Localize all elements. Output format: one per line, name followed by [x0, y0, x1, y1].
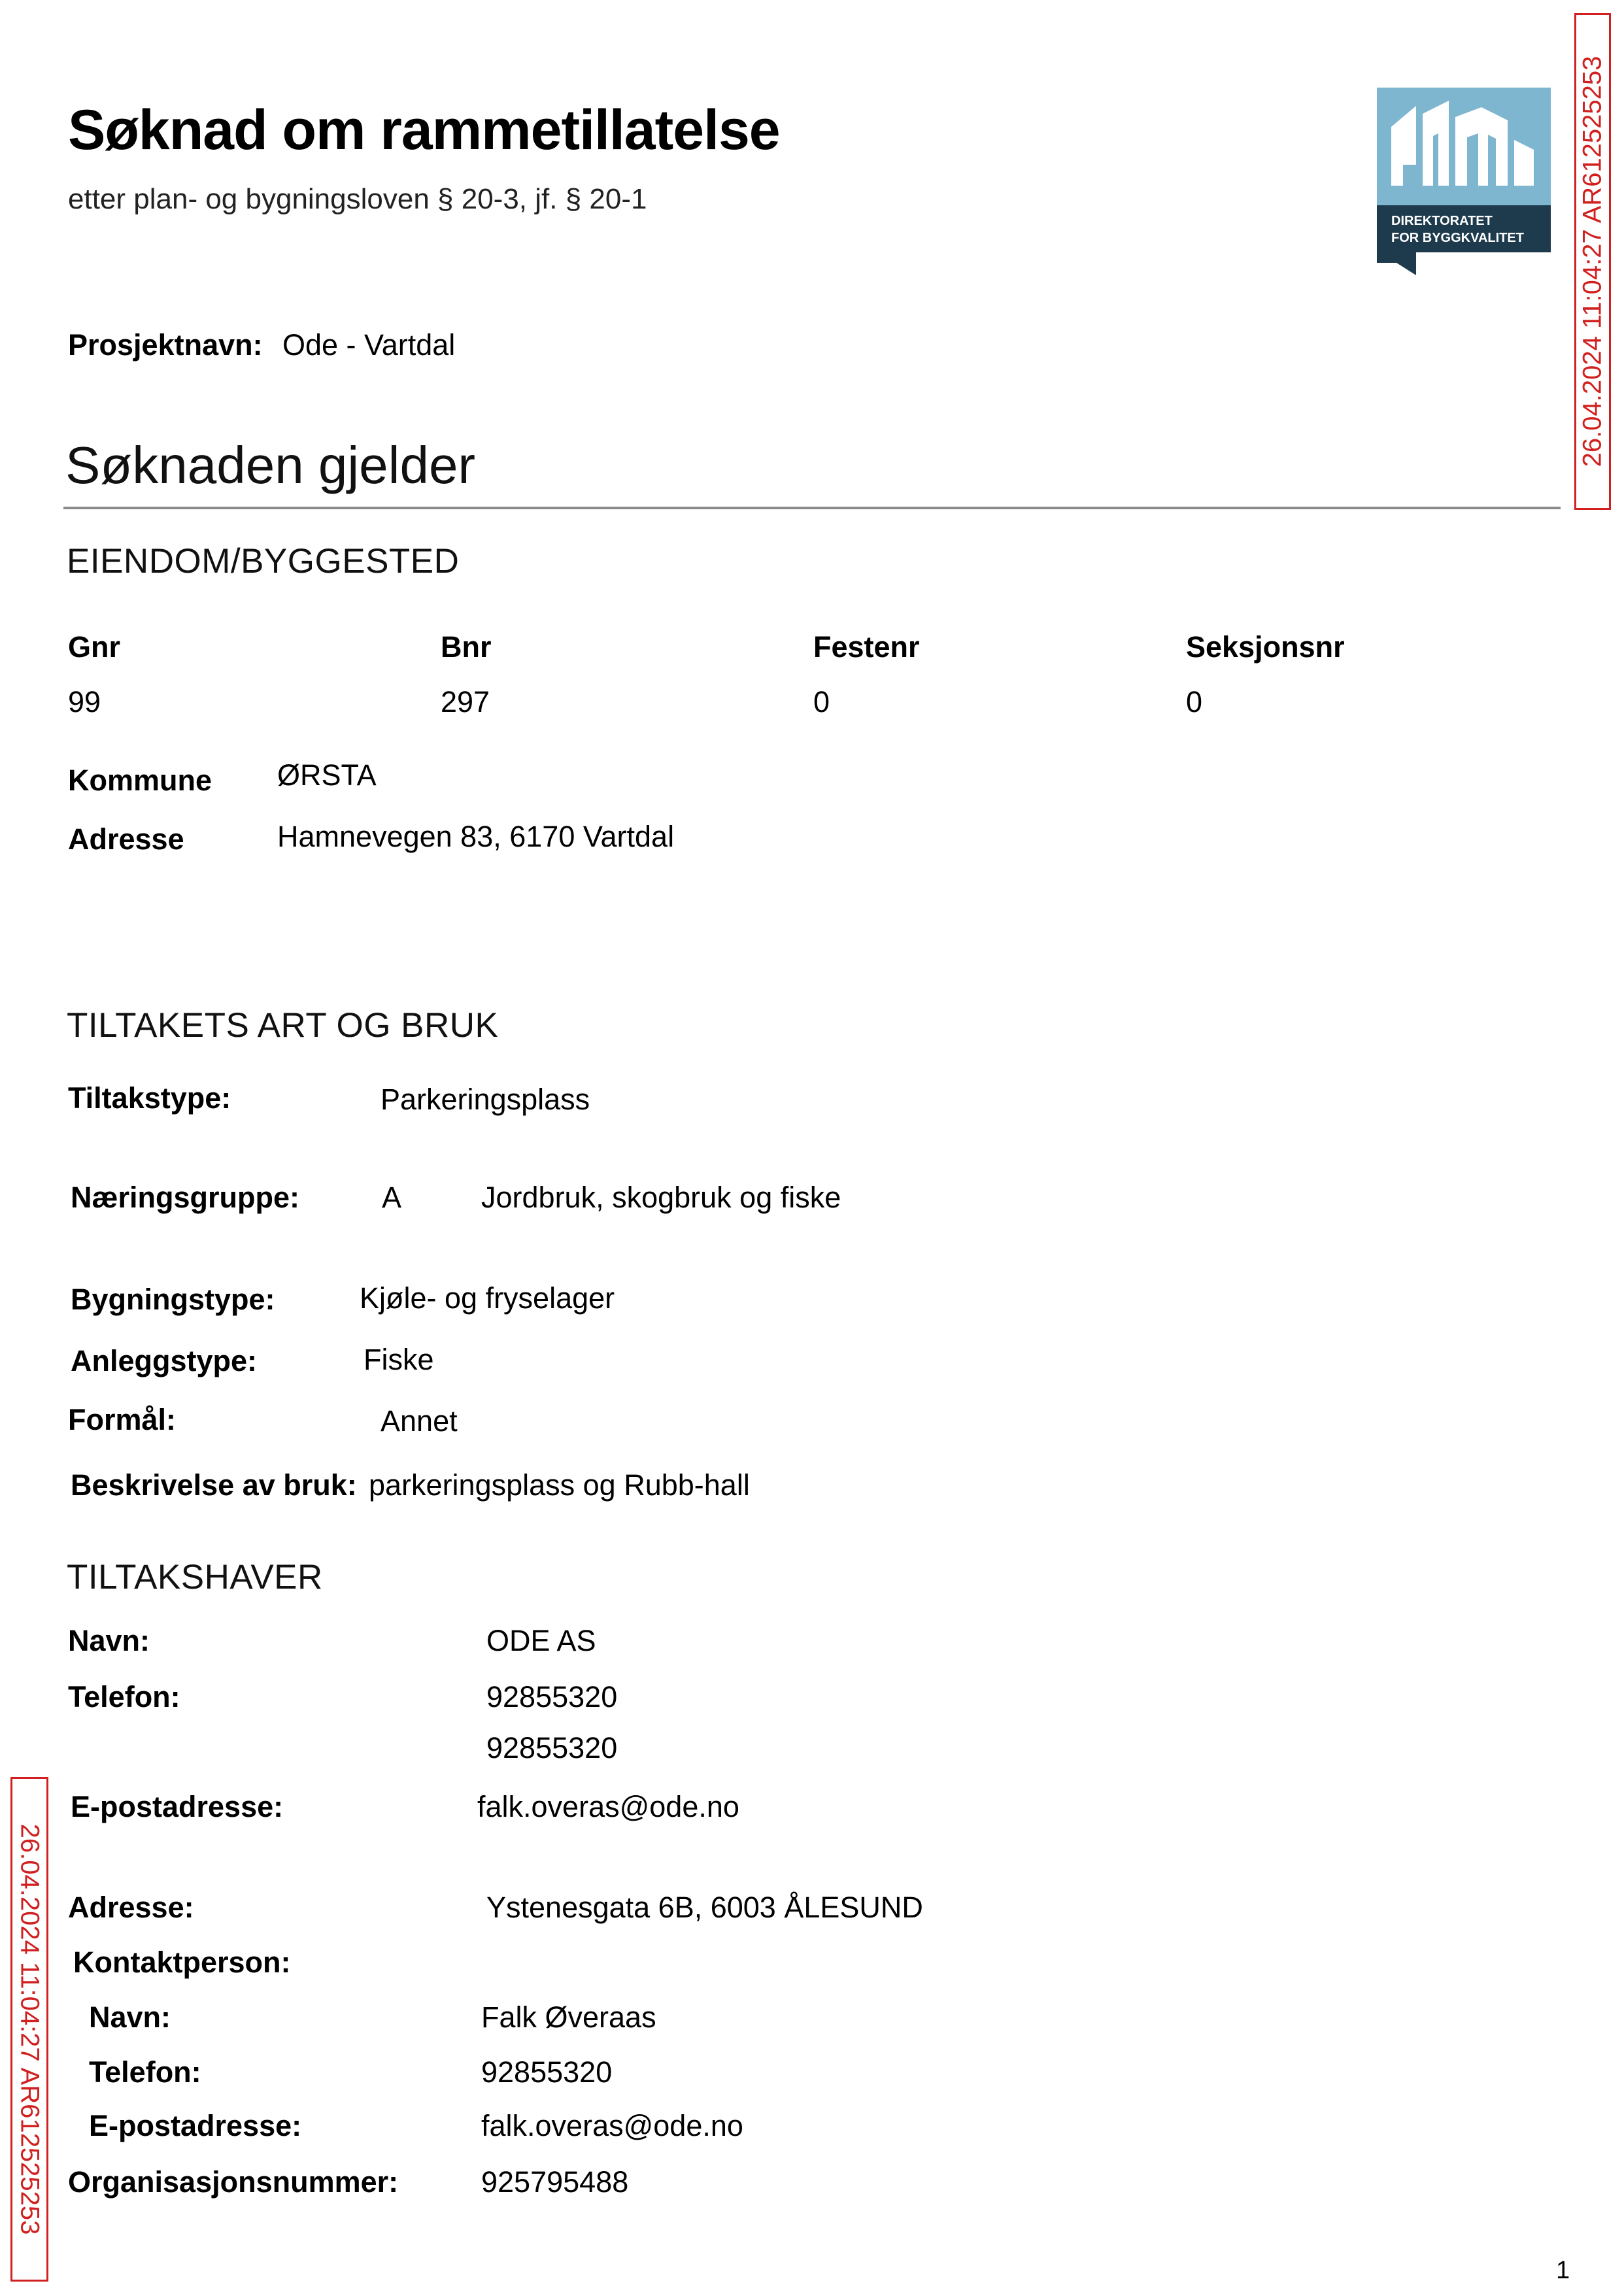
registration-stamp-right: [1574, 13, 1611, 510]
tiltakshaver-navn-value: ODE AS: [486, 1624, 596, 1657]
orgnr-label: Organisasjonsnummer:: [68, 2165, 399, 2199]
document-subtitle: etter plan- og bygningsloven § 20-3, jf. § 20-1: [68, 183, 647, 215]
adresse-value: Hamnevegen 83, 6170 Vartdal: [277, 820, 675, 853]
kommune-value: ØRSTA: [277, 758, 377, 792]
seksjonsnr-label: Seksjonsnr: [1186, 630, 1345, 664]
formal-label: Formål:: [68, 1403, 177, 1436]
kontaktperson-label: Kontaktperson:: [73, 1946, 291, 1979]
kommune-label: Kommune: [68, 764, 212, 797]
tiltak-heading: TILTAKETS ART OG BRUK: [67, 1006, 499, 1045]
dibk-logo: [1377, 88, 1551, 275]
stamp-text: 26.04.2024 11:04:27 AR612525253: [1578, 56, 1607, 467]
kontakt-epost-label: E-postadresse:: [89, 2109, 302, 2142]
tiltakshaver-telefon-value-2: 92855320: [486, 1731, 618, 1764]
festenr-label: Festenr: [813, 630, 920, 664]
beskrivelse-label: Beskrivelse av bruk:: [71, 1468, 357, 1502]
page-number: 1: [1556, 2257, 1570, 2284]
beskrivelse-value: parkeringsplass og Rubb-hall: [369, 1468, 750, 1502]
gnr-value: 99: [68, 685, 101, 718]
tiltakshaver-epost-value: falk.overas@ode.no: [477, 1790, 739, 1823]
logo-text-band: [1377, 205, 1551, 252]
bnr-value: 297: [441, 685, 490, 718]
logo-text-line2: FOR BYGGKVALITET: [1391, 231, 1524, 245]
kontakt-epost-value: falk.overas@ode.no: [481, 2109, 743, 2142]
naeringsgruppe-label: Næringsgruppe:: [71, 1181, 300, 1214]
kontakt-navn-label: Navn:: [89, 2000, 171, 2034]
anleggstype-value: Fiske: [364, 1343, 434, 1376]
tiltakstype-label: Tiltakstype:: [68, 1081, 231, 1115]
seksjonsnr-value: 0: [1186, 685, 1203, 718]
bnr-label: Bnr: [441, 630, 492, 664]
tiltakshaver-epost-label: E-postadresse:: [71, 1790, 284, 1823]
project-name-label: Prosjektnavn:: [68, 328, 263, 362]
kontakt-navn-value: Falk Øveraas: [481, 2000, 656, 2034]
eiendom-heading: EIENDOM/BYGGESTED: [67, 542, 460, 581]
logo-text-line1: DIREKTORATET: [1391, 214, 1493, 228]
anleggstype-label: Anleggstype:: [71, 1344, 258, 1377]
section-title: Søknaden gjelder: [65, 436, 476, 494]
document-title: Søknad om rammetillatelse: [68, 99, 780, 161]
tiltakshaver-heading: TILTAKSHAVER: [67, 1558, 323, 1596]
logo-tab: [1377, 252, 1416, 275]
bygningstype-value: Kjøle- og fryselager: [360, 1281, 615, 1315]
project-name-value: Ode - Vartdal: [282, 328, 456, 362]
tiltakstype-value: Parkeringsplass: [381, 1083, 590, 1116]
tiltakshaver-adresse-label: Adresse:: [68, 1891, 194, 1924]
registration-stamp-left: [10, 1777, 48, 2282]
festenr-value: 0: [813, 685, 830, 718]
kontakt-telefon-label: Telefon:: [89, 2055, 201, 2089]
tiltakshaver-telefon-label: Telefon:: [68, 1680, 180, 1713]
kontakt-telefon-value: 92855320: [481, 2055, 613, 2089]
tiltakshaver-navn-label: Navn:: [68, 1624, 150, 1657]
stamp-text: 26.04.2024 11:04:27 AR612525253: [15, 1823, 44, 2235]
naeringsgruppe-value: Jordbruk, skogbruk og fiske: [481, 1181, 841, 1214]
tiltakshaver-adresse-value: Ystenesgata 6B, 6003 ÅLESUND: [486, 1891, 923, 1924]
gnr-label: Gnr: [68, 630, 121, 664]
adresse-label: Adresse: [68, 822, 184, 856]
bygningstype-label: Bygningstype:: [71, 1283, 275, 1316]
naeringsgruppe-code: A: [382, 1181, 402, 1214]
tiltakshaver-telefon-value: 92855320: [486, 1680, 618, 1713]
formal-value: Annet: [381, 1404, 458, 1438]
section-divider: [63, 507, 1561, 509]
orgnr-value: 925795488: [481, 2165, 629, 2199]
